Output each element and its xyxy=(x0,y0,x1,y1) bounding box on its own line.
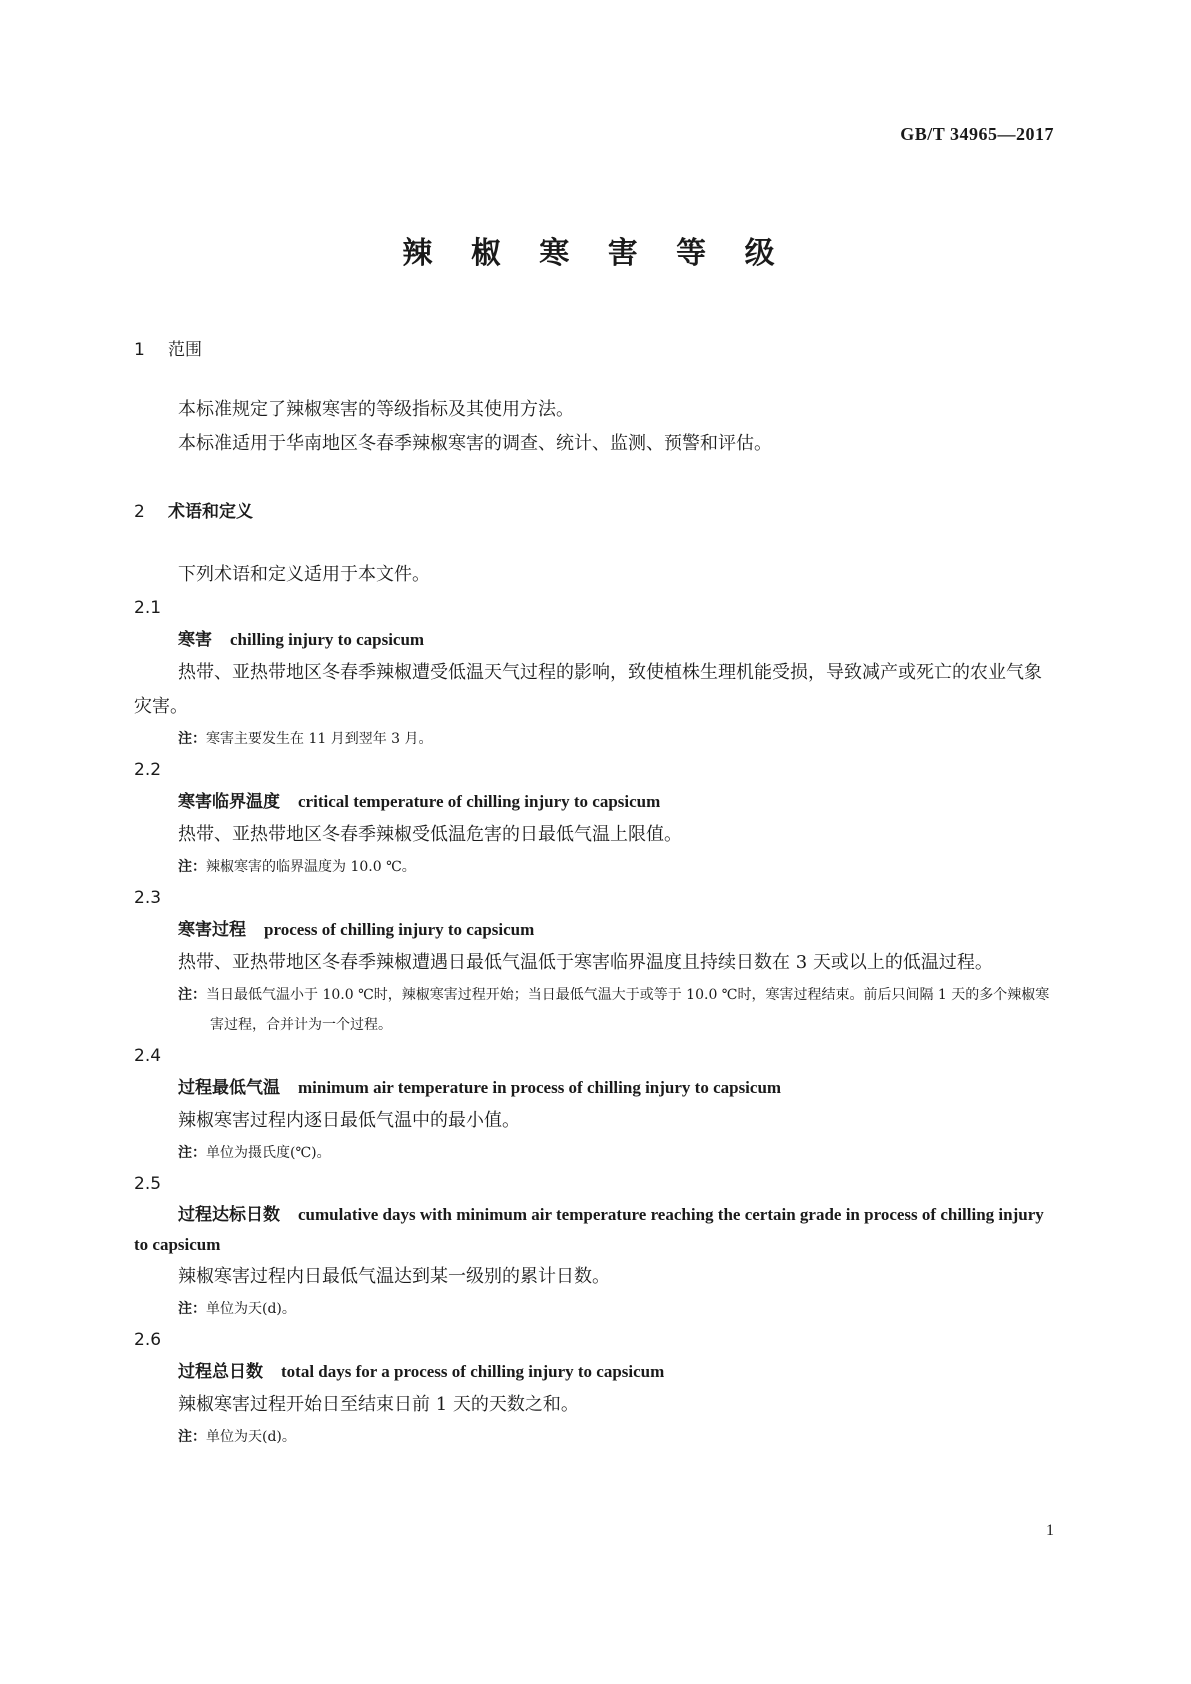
term-zh: 寒害 xyxy=(178,630,212,650)
term-number: 2.3 xyxy=(134,888,162,908)
note-label: 注： xyxy=(178,731,206,747)
section-label: 术语和定义 xyxy=(168,502,253,522)
term-definition: 辣椒寒害过程内逐日最低气温中的最小值。 xyxy=(178,1110,520,1131)
term-definition: 辣椒寒害过程开始日至结束日前 1 天的天数之和。 xyxy=(178,1394,579,1415)
term-note xyxy=(134,724,1054,754)
term-note xyxy=(134,980,1054,1040)
term-en: minimum air temperature in process of chilling injury to capsicum xyxy=(298,1078,782,1097)
note-text: 单位为摄氏度(℃)。 xyxy=(206,1145,331,1161)
term-zh: 寒害临界温度 xyxy=(178,792,280,812)
term-entry xyxy=(134,1040,1054,1168)
term-definition: 辣椒寒害过程内日最低气温达到某一级别的累计日数。 xyxy=(178,1266,610,1287)
note-label: 注： xyxy=(178,1301,206,1317)
term-en: chilling injury to capsicum xyxy=(230,630,425,649)
section-heading-terms xyxy=(134,497,1054,522)
term-number: 2.5 xyxy=(134,1174,162,1194)
term-entry xyxy=(134,754,1054,882)
page-number: 1 xyxy=(1046,1522,1054,1539)
note-label: 注： xyxy=(178,859,206,875)
section-heading-scope xyxy=(134,335,1054,360)
document-title: 辣 椒 寒 害 等 级 xyxy=(402,236,789,271)
term-zh: 过程总日数 xyxy=(178,1362,263,1382)
note-text: 单位为天(d)。 xyxy=(206,1429,296,1445)
term-zh: 寒害过程 xyxy=(178,920,246,940)
section-number: 1 xyxy=(134,340,145,360)
note-text: 辣椒寒害的临界温度为 10.0 ℃。 xyxy=(206,859,416,875)
standard-code: GB/T 34965—2017 xyxy=(900,124,1054,144)
section-label: 范围 xyxy=(168,340,202,360)
note-label: 注： xyxy=(178,1145,206,1161)
note-text: 寒害主要发生在 11 月到翌年 3 月。 xyxy=(206,731,433,747)
term-number: 2.4 xyxy=(134,1046,162,1066)
term-heading xyxy=(134,786,1054,818)
term-number: 2.2 xyxy=(134,760,162,780)
term-note xyxy=(134,1138,1054,1168)
term-number: 2.6 xyxy=(134,1330,162,1350)
term-heading xyxy=(134,1356,1054,1388)
term-heading xyxy=(134,1072,1054,1104)
term-heading xyxy=(134,914,1054,946)
note-label: 注： xyxy=(178,987,206,1003)
term-note xyxy=(134,1294,1054,1324)
term-en: cumulative days with minimum air temperature reaching the certain grade in process of chilling injury to capsicum xyxy=(134,1205,1044,1254)
document-body xyxy=(134,335,1054,1452)
note-text: 当日最低气温小于 10.0 ℃时，辣椒寒害过程开始；当日最低气温大于或等于 10.0 ℃时，寒害过程结束。前后只间隔 1 天的多个辣椒寒害过程，合并计为一个过程。 xyxy=(206,987,1050,1033)
note-text: 单位为天(d)。 xyxy=(206,1301,296,1317)
term-note xyxy=(134,852,1054,882)
term-en: process of chilling injury to capsicum xyxy=(264,920,535,939)
term-entry xyxy=(134,1324,1054,1452)
term-heading xyxy=(134,1200,1054,1260)
term-definition: 热带、亚热带地区冬春季辣椒受低温危害的日最低气温上限值。 xyxy=(178,824,682,845)
term-note xyxy=(134,1422,1054,1452)
term-definition: 热带、亚热带地区冬春季辣椒遭受低温天气过程的影响，致使植株生理机能受损，导致减产或死亡的农业气象灾害。 xyxy=(134,662,1042,717)
term-entry xyxy=(134,592,1054,754)
term-entry xyxy=(134,882,1054,1040)
scope-paragraph-1: 本标准规定了辣椒寒害的等级指标及其使用方法。 xyxy=(178,399,574,420)
section-number: 2 xyxy=(134,502,145,522)
term-definition: 热带、亚热带地区冬春季辣椒遭遇日最低气温低于寒害临界温度且持续日数在 3 天或以上的低温过程。 xyxy=(178,952,993,973)
term-zh: 过程最低气温 xyxy=(178,1078,280,1098)
terms-intro: 下列术语和定义适用于本文件。 xyxy=(178,564,430,585)
term-heading xyxy=(134,624,1054,656)
term-en: critical temperature of chilling injury to capsicum xyxy=(298,792,661,811)
term-en: total days for a process of chilling injury to capsicum xyxy=(281,1362,665,1381)
term-entry xyxy=(134,1168,1054,1324)
term-zh: 过程达标日数 xyxy=(178,1205,280,1225)
scope-paragraph-2: 本标准适用于华南地区冬春季辣椒寒害的调查、统计、监测、预警和评估。 xyxy=(178,433,772,454)
note-label: 注： xyxy=(178,1429,206,1445)
term-number: 2.1 xyxy=(134,598,162,618)
